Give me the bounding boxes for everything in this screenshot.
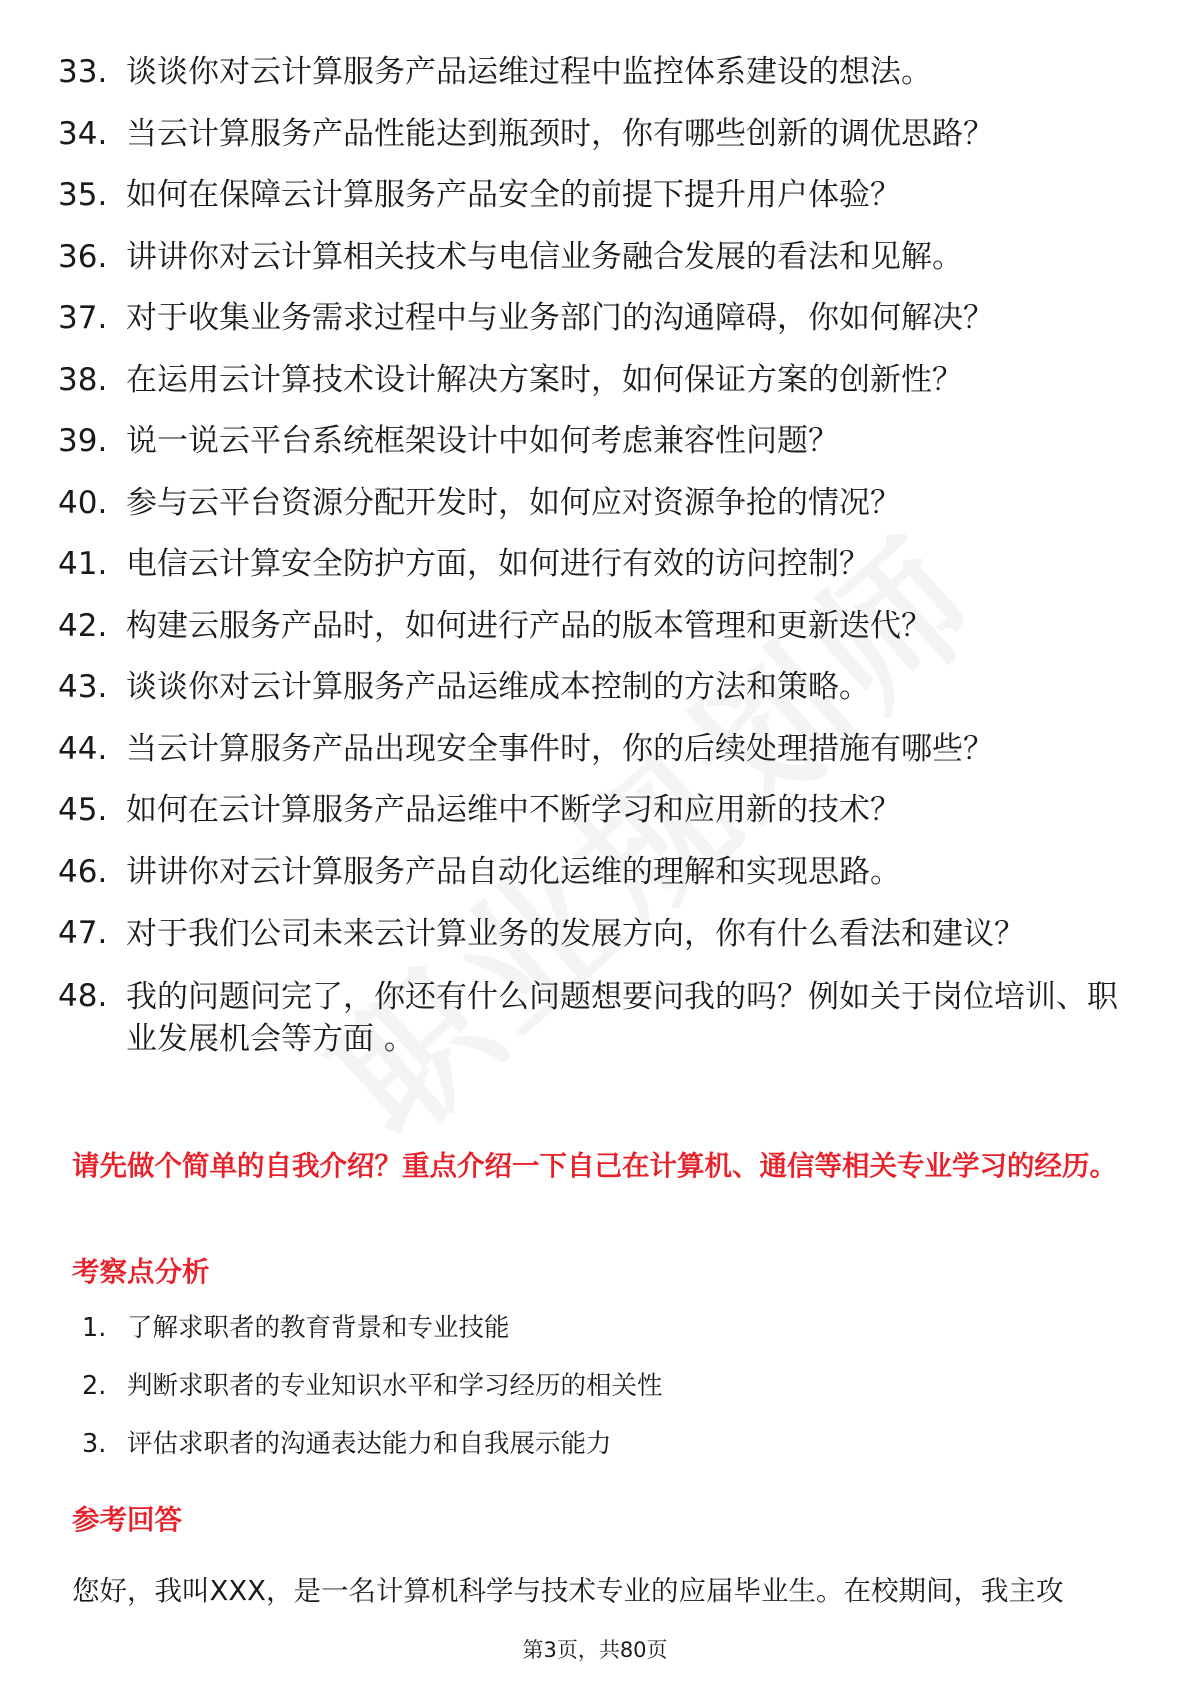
item-number: 48. bbox=[58, 977, 108, 1014]
item-number: 41. bbox=[58, 546, 108, 582]
question-list bbox=[58, 52, 1118, 1080]
item-text: 构建云服务产品时，如何进行产品的版本管理和更新迭代？ bbox=[126, 607, 932, 644]
item-number: 33. bbox=[58, 54, 108, 90]
item-text: 评估求职者的沟通表达能力和自我展示能力 bbox=[127, 1429, 612, 1459]
item-text: 如何在保障云计算服务产品安全的前提下提升用户体验？ bbox=[126, 177, 901, 213]
item-text: 在运用云计算技术设计解决方案时，如何保证方案的创新性？ bbox=[126, 361, 963, 398]
list-item bbox=[58, 790, 1118, 831]
item-number: 34. bbox=[58, 115, 108, 152]
list-item bbox=[58, 913, 1118, 955]
list-item bbox=[58, 237, 1118, 278]
item-number: 36. bbox=[58, 238, 108, 275]
list-item bbox=[82, 1310, 663, 1346]
item-text: 当云计算服务产品性能达到瓶颈时，你有哪些创新的调优思路？ bbox=[126, 115, 994, 152]
item-text: 参与云平台资源分配开发时，如何应对资源争抢的情况？ bbox=[126, 484, 901, 521]
item-text: 对于收集业务需求过程中与业务部门的沟通障碍，你如何解决？ bbox=[126, 300, 994, 336]
list-item bbox=[58, 729, 1118, 770]
item-number: 43. bbox=[58, 669, 108, 705]
list-item bbox=[82, 1426, 663, 1462]
list-item bbox=[58, 606, 1118, 647]
list-item bbox=[58, 976, 1118, 1060]
item-text: 谈谈你对云计算服务产品运维成本控制的方法和策略。 bbox=[126, 669, 870, 705]
item-number: 37. bbox=[58, 300, 108, 336]
list-item bbox=[58, 360, 1118, 401]
item-number: 40. bbox=[58, 484, 108, 521]
item-text: 我的问题问完了，你还有什么问题想要问我的吗？例如关于岗位培训、职业发展机会等方面 。 bbox=[126, 978, 1118, 1057]
item-number: 42. bbox=[58, 607, 108, 644]
item-number: 47. bbox=[58, 915, 108, 951]
item-text: 判断求职者的专业知识水平和学习经历的相关性 bbox=[127, 1371, 663, 1401]
list-item bbox=[58, 483, 1118, 524]
item-text: 讲讲你对云计算相关技术与电信业务融合发展的看法和见解。 bbox=[126, 238, 963, 275]
section-question: 请先做个简单的自我介绍？重点介绍一下自己在计算机、通信等相关专业学习的经历。 bbox=[72, 1150, 1117, 1182]
item-text: 说一说云平台系统框架设计中如何考虑兼容性问题？ bbox=[126, 423, 839, 459]
item-number: 35. bbox=[58, 177, 108, 213]
list-item bbox=[58, 667, 1118, 708]
list-item bbox=[58, 421, 1118, 462]
list-item bbox=[58, 852, 1118, 893]
list-item bbox=[58, 298, 1118, 339]
item-text: 对于我们公司未来云计算业务的发展方向，你有什么看法和建议？ bbox=[126, 916, 1025, 952]
item-number: 1. bbox=[82, 1313, 107, 1343]
list-item bbox=[58, 175, 1118, 216]
list-item bbox=[58, 544, 1118, 585]
item-number: 44. bbox=[58, 730, 108, 767]
answer-heading: 参考回答 bbox=[72, 1504, 182, 1536]
answer-text: 您好，我叫XXX，是一名计算机科学与技术专业的应届毕业生。在校期间，我主攻 bbox=[72, 1575, 1064, 1607]
analysis-list bbox=[82, 1310, 663, 1484]
item-number: 38. bbox=[58, 361, 108, 398]
item-text: 谈谈你对云计算服务产品运维过程中监控体系建设的想法。 bbox=[126, 54, 932, 90]
item-text: 电信云计算安全防护方面，如何进行有效的访问控制？ bbox=[126, 546, 870, 582]
list-item bbox=[58, 114, 1118, 155]
item-number: 2. bbox=[82, 1371, 107, 1401]
analysis-heading: 考察点分析 bbox=[72, 1256, 210, 1288]
item-text: 了解求职者的教育背景和专业技能 bbox=[127, 1313, 510, 1343]
item-text: 如何在云计算服务产品运维中不断学习和应用新的技术？ bbox=[126, 792, 901, 828]
list-item bbox=[82, 1368, 663, 1404]
item-number: 45. bbox=[58, 792, 108, 828]
page-footer: 第3页，共80页 bbox=[522, 1638, 668, 1662]
item-number: 3. bbox=[82, 1429, 107, 1459]
item-number: 46. bbox=[58, 853, 108, 890]
item-text: 当云计算服务产品出现安全事件时，你的后续处理措施有哪些？ bbox=[126, 730, 994, 767]
list-item bbox=[58, 52, 1118, 93]
item-text: 讲讲你对云计算服务产品自动化运维的理解和实现思路。 bbox=[126, 853, 901, 890]
item-number: 39. bbox=[58, 423, 108, 459]
